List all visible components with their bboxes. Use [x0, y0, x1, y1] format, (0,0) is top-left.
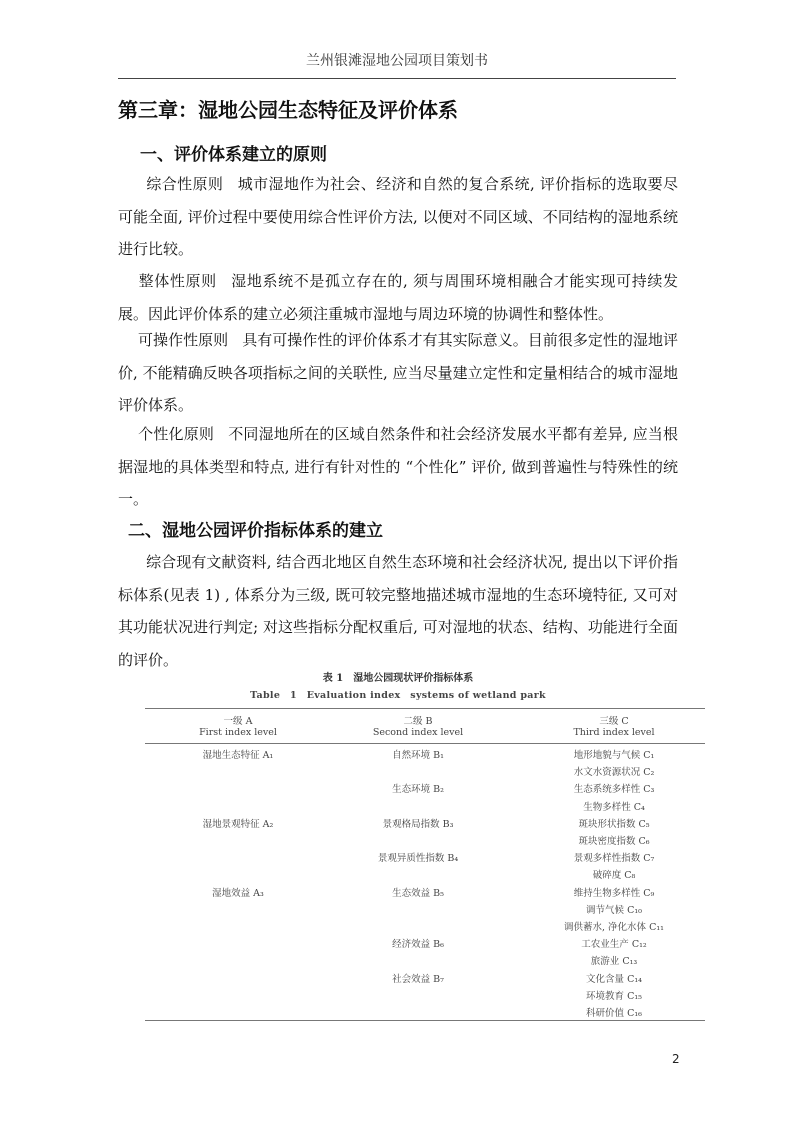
table-cell-c: 生物多样性 C₄ — [583, 801, 645, 813]
header-en-c: Third index level — [573, 727, 655, 738]
table-caption-cn: 表 1 湿地公园现状评价指标体系 — [322, 673, 474, 684]
table-cell-c: 调供蓄水, 净化水体 C₁₁ — [564, 922, 664, 933]
principle-text: 具有可操作性的评价体系才有其实际意义。目前很多定性的湿地评价, 不能精确反映各项指标之间的关联性, 应当尽量建立定性和定量相结合的城市湿地评价体系。 — [118, 331, 678, 414]
principle-paragraph-3 — [118, 324, 678, 422]
table-bottom-rule — [145, 1020, 705, 1021]
table-cell-c: 文化含量 C₁₄ — [586, 973, 642, 985]
table-cell-c: 破碎度 C₈ — [592, 870, 636, 882]
header-en-a: First index level — [199, 727, 277, 738]
header-cn-a: 一级 A — [223, 716, 253, 727]
table-cell-b: 景观异质性指数 B₄ — [377, 853, 459, 865]
table-cell-c: 生态系统多样性 C₃ — [573, 784, 655, 796]
principle-lead: 可操作性原则 — [138, 331, 229, 349]
table-header — [118, 709, 678, 743]
system-text: 综合现有文献资料, 结合西北地区自然生态环境和社会经济状况, 提出以下评价指标体系(见表 1) , 体系分为三级, 既可较完整地描述城市湿地的生态环境特征, 又可对其功能状况进行判定; 对这些指标分配权重后, 可对湿地的状态、结构、功能进行全面的评价。 — [118, 553, 678, 669]
index-system-table — [118, 670, 678, 1021]
table-cell-b: 自然环境 B₁ — [392, 750, 444, 761]
table-cell-c: 斑块密度指数 C₆ — [578, 836, 650, 847]
section-title-2: 二、湿地公园评价指标体系的建立 — [128, 521, 383, 541]
table-cell-c: 水文水资源状况 C₂ — [573, 767, 655, 779]
table-cell-a: 湿地生态特征 A₁ — [202, 750, 274, 761]
principle-paragraph-4 — [118, 418, 678, 516]
header-rule — [118, 78, 676, 79]
principle-paragraph-1 — [118, 168, 678, 266]
running-header: 兰州银滩湿地公园项目策划书 — [306, 53, 488, 69]
principle-text: 城市湿地作为社会、经济和自然的复合系统, 评价指标的选取要尽可能全面, 评价过程中要使用综合性评价方法, 以便对不同区域、不同结构的湿地系统进行比较。 — [118, 175, 678, 258]
header-en-b: Second index level — [372, 727, 464, 738]
table-cell-c: 地形地貌与气候 C₁ — [573, 750, 655, 761]
table-body — [118, 744, 678, 1020]
table-cell-c: 环境教育 C₁₅ — [586, 990, 642, 1002]
table-cell-b: 经济效益 B₆ — [392, 939, 444, 951]
table-cell-c: 斑块形状指数 C₅ — [578, 818, 650, 830]
section-title-1: 一、评价体系建立的原则 — [140, 145, 327, 165]
principle-lead: 整体性原则 — [138, 272, 217, 290]
table-cell-c: 景观多样性指数 C₇ — [573, 853, 655, 865]
table-caption-en: Table 1 Evaluation index systems of wetland park — [250, 690, 546, 701]
table-cell-c: 调节气候 C₁₀ — [586, 904, 642, 916]
system-paragraph — [118, 546, 678, 676]
principle-text: 不同湿地所在的区域自然条件和社会经济发展水平都有差异, 应当根据湿地的具体类型和特点, 进行有针对性的 “个性化” 评价, 做到普遍性与特殊性的统一。 — [118, 425, 678, 508]
principle-lead: 综合性原则 — [146, 175, 224, 193]
table-cell-a: 湿地景观特征 A₂ — [202, 818, 274, 830]
table-cell-c: 科研价值 C₁₆ — [586, 1008, 642, 1019]
table-cell-a: 湿地效益 A₃ — [212, 887, 264, 899]
principle-paragraph-2 — [118, 265, 678, 330]
header-cn-b: 二级 B — [403, 716, 433, 727]
page-number: 2 — [672, 1052, 680, 1066]
header-cn-c: 三级 C — [599, 716, 629, 727]
table-cell-c: 维持生物多样性 C₉ — [573, 887, 655, 899]
table-cell-b: 生态环境 B₂ — [392, 784, 444, 796]
table-cell-c: 工农业生产 C₁₂ — [581, 939, 647, 951]
table-cell-b: 社会效益 B₇ — [392, 973, 444, 985]
principle-text: 湿地系统不是孤立存在的, 须与周围环境相融合才能实现可持续发展。因此评价体系的建立必须注重城市湿地与周边环境的协调性和整体性。 — [118, 272, 678, 323]
table-cell-c: 旅游业 C₁₃ — [590, 956, 638, 968]
principle-lead: 个性化原则 — [138, 425, 215, 443]
table-cell-b: 生态效益 B₅ — [392, 887, 444, 899]
table-cell-b: 景观格局指数 B₃ — [382, 818, 454, 830]
chapter-title: 第三章：湿地公园生态特征及评价体系 — [118, 98, 458, 122]
